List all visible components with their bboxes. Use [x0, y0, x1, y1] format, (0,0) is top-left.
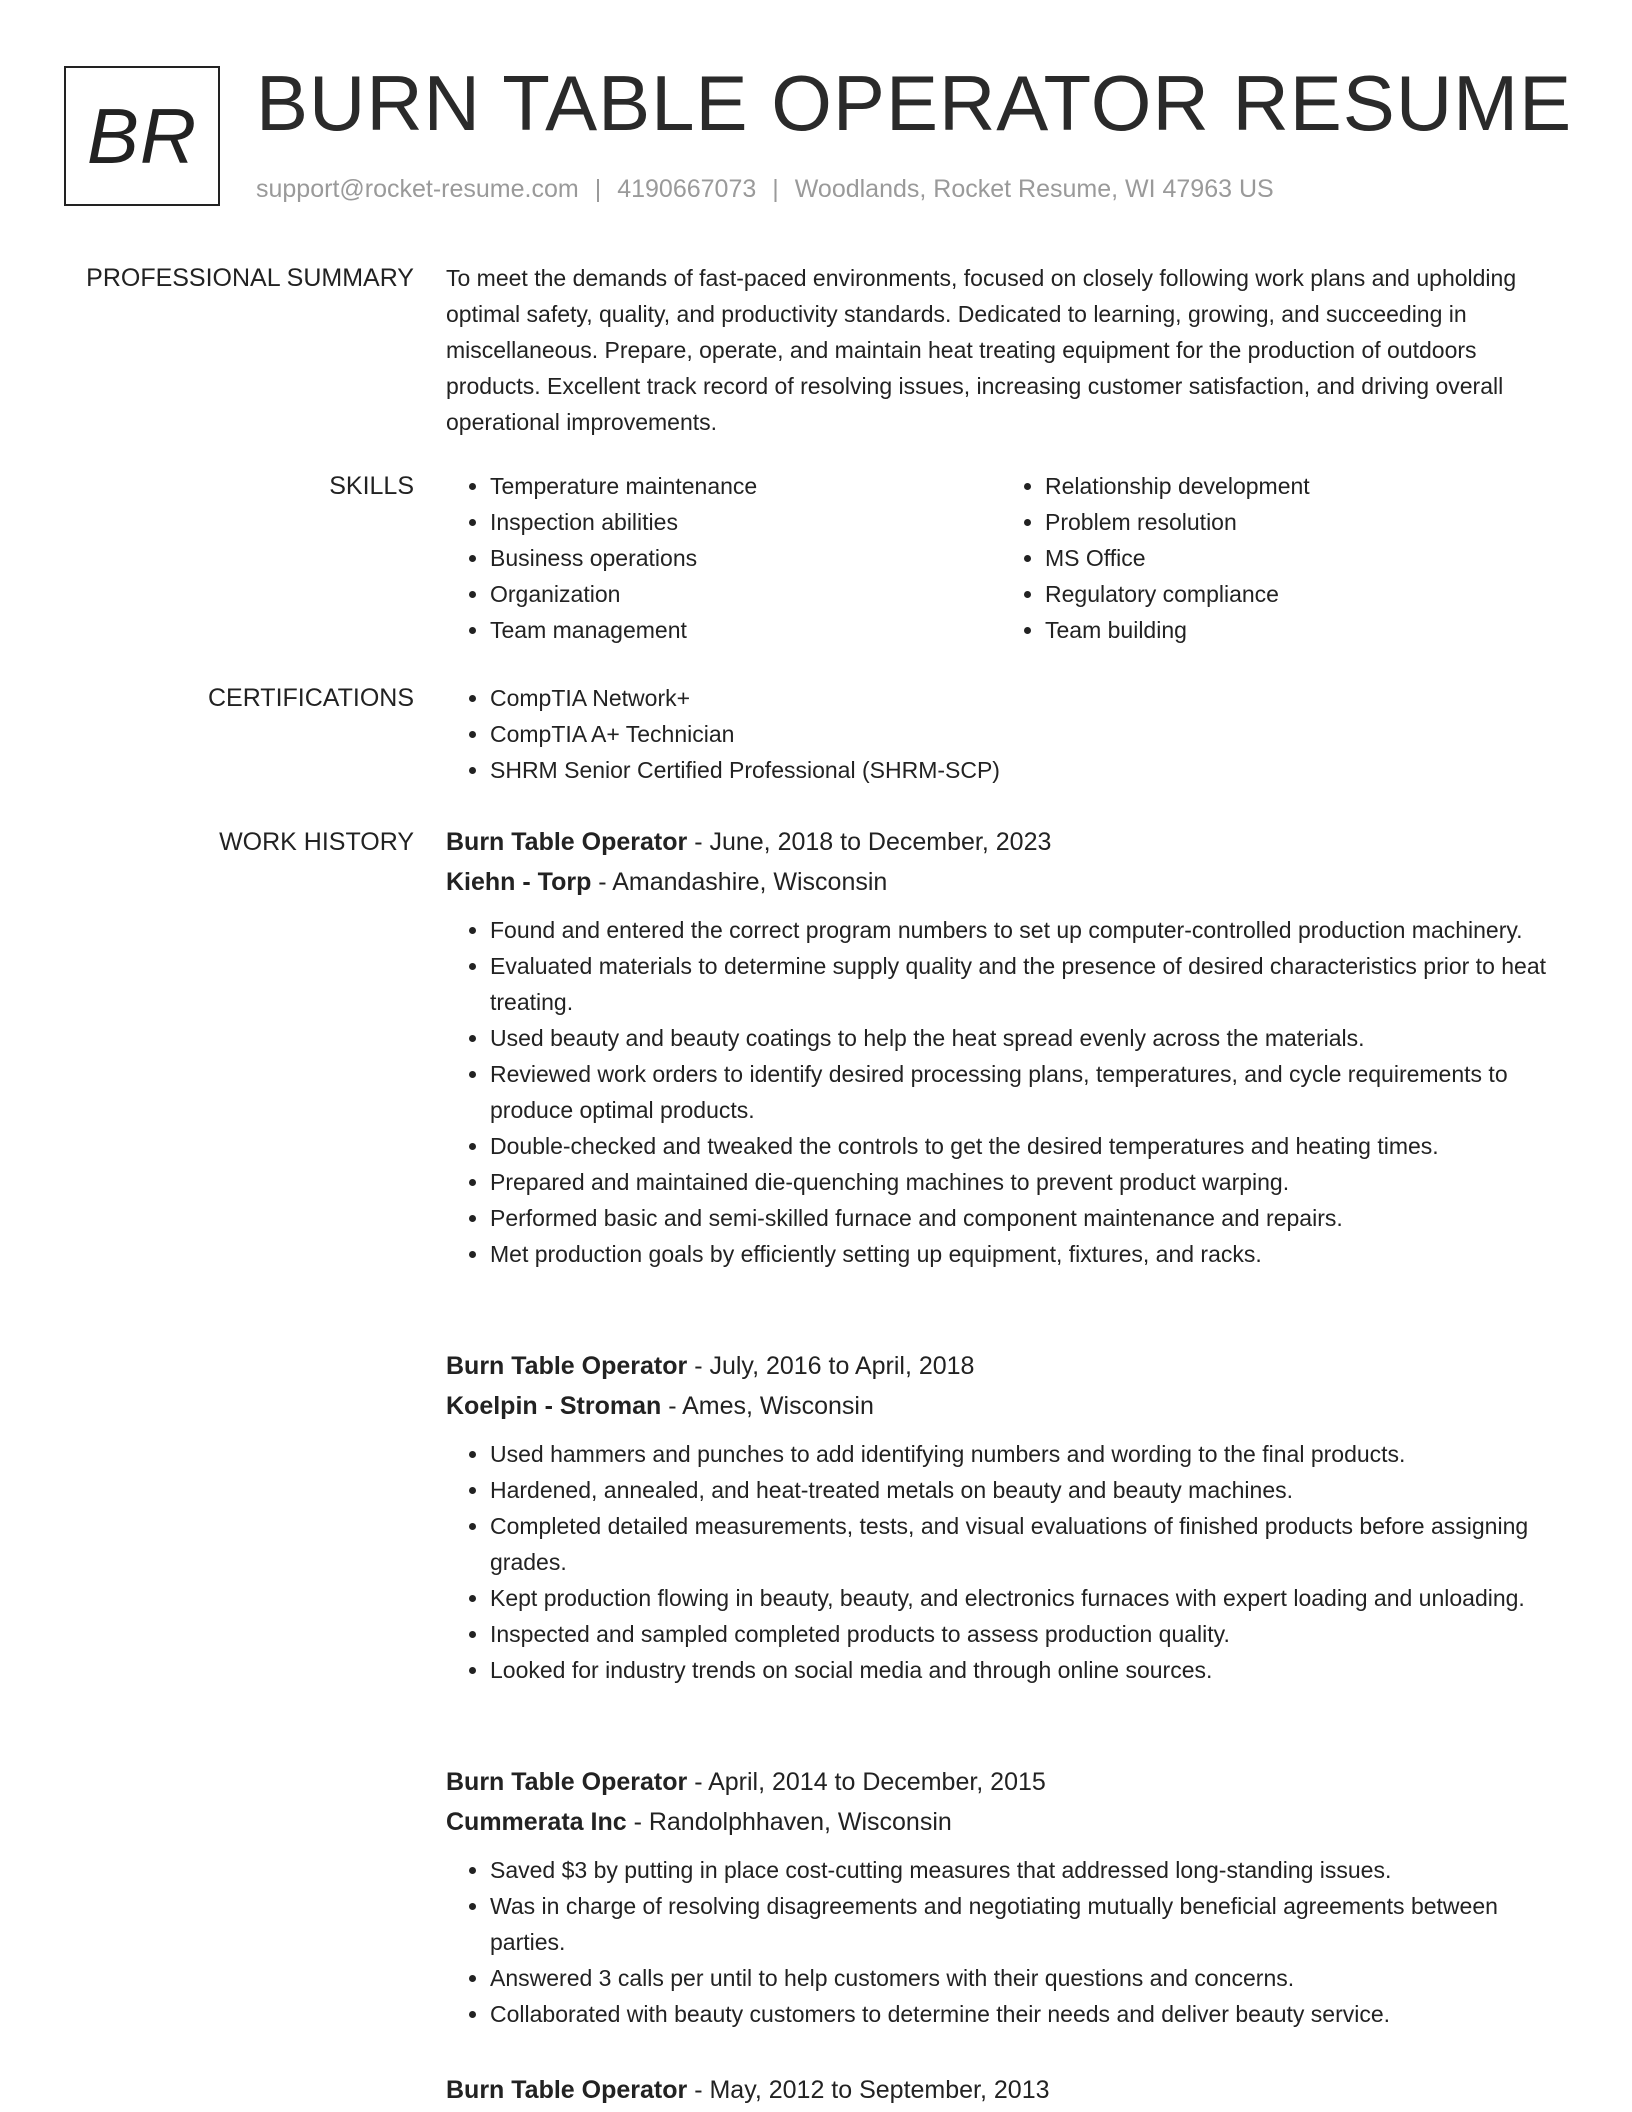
section-label-work-history: WORK HISTORY — [219, 828, 414, 856]
skill-item: • Problem resolution — [1045, 504, 1556, 540]
skills-body — [446, 468, 1556, 648]
job-body — [446, 1346, 1556, 1688]
job-duty: • Met production goals by efficiently setting up equipment, fixtures, and racks. — [490, 1236, 1556, 1272]
job-company-line — [446, 1802, 1556, 1842]
certifications-body — [446, 680, 1556, 788]
job-duty: • Completed detailed measurements, tests, and visual evaluations of finished products before assigning grades. — [490, 1508, 1556, 1580]
job-body — [446, 2070, 1556, 2110]
section-label-skills: SKILLS — [329, 472, 414, 500]
skill-item: • Team management — [490, 612, 1001, 648]
job-title: Burn Table Operator — [446, 828, 688, 856]
job-duty: • Double-checked and tweaked the controls to get the desired temperatures and heating times. — [490, 1128, 1556, 1164]
skill-item: • Organization — [490, 576, 1001, 612]
job-company-line — [446, 862, 1556, 902]
summary-body — [446, 260, 1556, 440]
skill-item: • Temperature maintenance — [490, 468, 1001, 504]
certification-item: • CompTIA A+ Technician — [490, 716, 1556, 752]
skill-item: • Inspection abilities — [490, 504, 1001, 540]
job-body — [446, 822, 1556, 1272]
job-title: Burn Table Operator — [446, 1768, 688, 1796]
skills-grid — [446, 468, 1556, 648]
section-label-summary: PROFESSIONAL SUMMARY — [86, 264, 414, 292]
job-duty: • Evaluated materials to determine supply quality and the presence of desired characteristics prior to heat treating. — [490, 948, 1556, 1020]
job-duty: • Answered 3 calls per until to help customers with their questions and concerns. — [490, 1960, 1556, 1996]
job-duty: • Kept production flowing in beauty, beauty, and electronics furnaces with expert loading and unloading. — [490, 1580, 1556, 1616]
job-duty: • Inspected and sampled completed products to assess production quality. — [490, 1616, 1556, 1652]
job-dates: - April, 2014 to December, 2015 — [687, 1768, 1046, 1796]
job-location: - Amandashire, Wisconsin — [591, 868, 888, 896]
job-duty: • Used hammers and punches to add identifying numbers and wording to the final products. — [490, 1436, 1556, 1472]
job-duty: • Was in charge of resolving disagreements and negotiating mutually beneficial agreements between parties. — [490, 1888, 1556, 1960]
skills-column-right — [1001, 468, 1556, 648]
contact-location: Woodlands, Rocket Resume, WI 47963 US — [794, 175, 1274, 203]
contact-email[interactable]: support@rocket-resume.com — [256, 175, 579, 203]
job-duty: • Found and entered the correct program numbers to set up computer-controlled production machinery. — [490, 912, 1556, 948]
job-dates: - May, 2012 to September, 2013 — [687, 2076, 1050, 2104]
job-duties-list — [446, 912, 1556, 1272]
contact-separator: | — [594, 175, 602, 203]
job-duty: • Saved $3 by putting in place cost-cutting measures that addressed long-standing issues. — [490, 1852, 1556, 1888]
skill-item: • Team building — [1045, 612, 1556, 648]
page-title: BURN TABLE OPERATOR RESUME — [256, 59, 1573, 147]
summary-text: To meet the demands of fast-paced environments, focused on closely following work plans and upholding optimal safety, quality, and productivity standards. Dedicated to learning, growing, and succeeding in miscellaneous. Prepare, operate, and maintain heat treating equipment for the production of outdoors products. Excellent track record of resolving issues, increasing customer satisfaction, and driving overall operational improvements. — [446, 265, 1517, 435]
job-body — [446, 1762, 1556, 2032]
job-dates: - July, 2016 to April, 2018 — [687, 1352, 975, 1380]
skill-item: • Business operations — [490, 540, 1001, 576]
job-title-line — [446, 2070, 1556, 2110]
certification-item: • CompTIA Network+ — [490, 680, 1556, 716]
job-company: Koelpin - Stroman — [446, 1392, 662, 1420]
job-duty: • Performed basic and semi-skilled furnace and component maintenance and repairs. — [490, 1200, 1556, 1236]
job-title: Burn Table Operator — [446, 1352, 688, 1380]
job-title-line — [446, 1762, 1556, 1802]
job-duties-list — [446, 1852, 1556, 2032]
job-duty: • Looked for industry trends on social media and through online sources. — [490, 1652, 1556, 1688]
job-duty: • Reviewed work orders to identify desired processing plans, temperatures, and cycle requirements to produce optimal products. — [490, 1056, 1556, 1128]
job-duty: • Prepared and maintained die-quenching machines to prevent product warping. — [490, 1164, 1556, 1200]
skill-item: • MS Office — [1045, 540, 1556, 576]
contact-line — [256, 174, 1274, 204]
skills-column-left — [446, 468, 1001, 648]
certifications-list — [446, 680, 1556, 788]
skill-item: • Regulatory compliance — [1045, 576, 1556, 612]
job-company: Kiehn - Torp — [446, 868, 592, 896]
job-duty: • Used beauty and beauty coatings to help the heat spread evenly across the materials. — [490, 1020, 1556, 1056]
job-duty: • Collaborated with beauty customers to determine their needs and deliver beauty service. — [490, 1996, 1556, 2032]
contact-phone[interactable]: 4190667073 — [617, 175, 757, 203]
certification-item: • SHRM Senior Certified Professional (SHRM-SCP) — [490, 752, 1556, 788]
monogram-logo: BR — [64, 66, 220, 206]
job-dates: - June, 2018 to December, 2023 — [687, 828, 1052, 856]
section-label-certifications: CERTIFICATIONS — [207, 684, 414, 712]
job-duty: • Hardened, annealed, and heat-treated metals on beauty and beauty machines. — [490, 1472, 1556, 1508]
job-duties-list — [446, 1436, 1556, 1688]
job-title: Burn Table Operator — [446, 2076, 688, 2104]
job-title-line — [446, 822, 1556, 862]
job-company: Cummerata Inc — [446, 1808, 627, 1836]
job-company-line — [446, 1386, 1556, 1426]
contact-separator: | — [772, 175, 779, 203]
skill-item: • Relationship development — [1045, 468, 1556, 504]
job-location: - Ames, Wisconsin — [661, 1392, 874, 1420]
job-location: - Randolphhaven, Wisconsin — [626, 1808, 952, 1836]
job-title-line — [446, 1346, 1556, 1386]
